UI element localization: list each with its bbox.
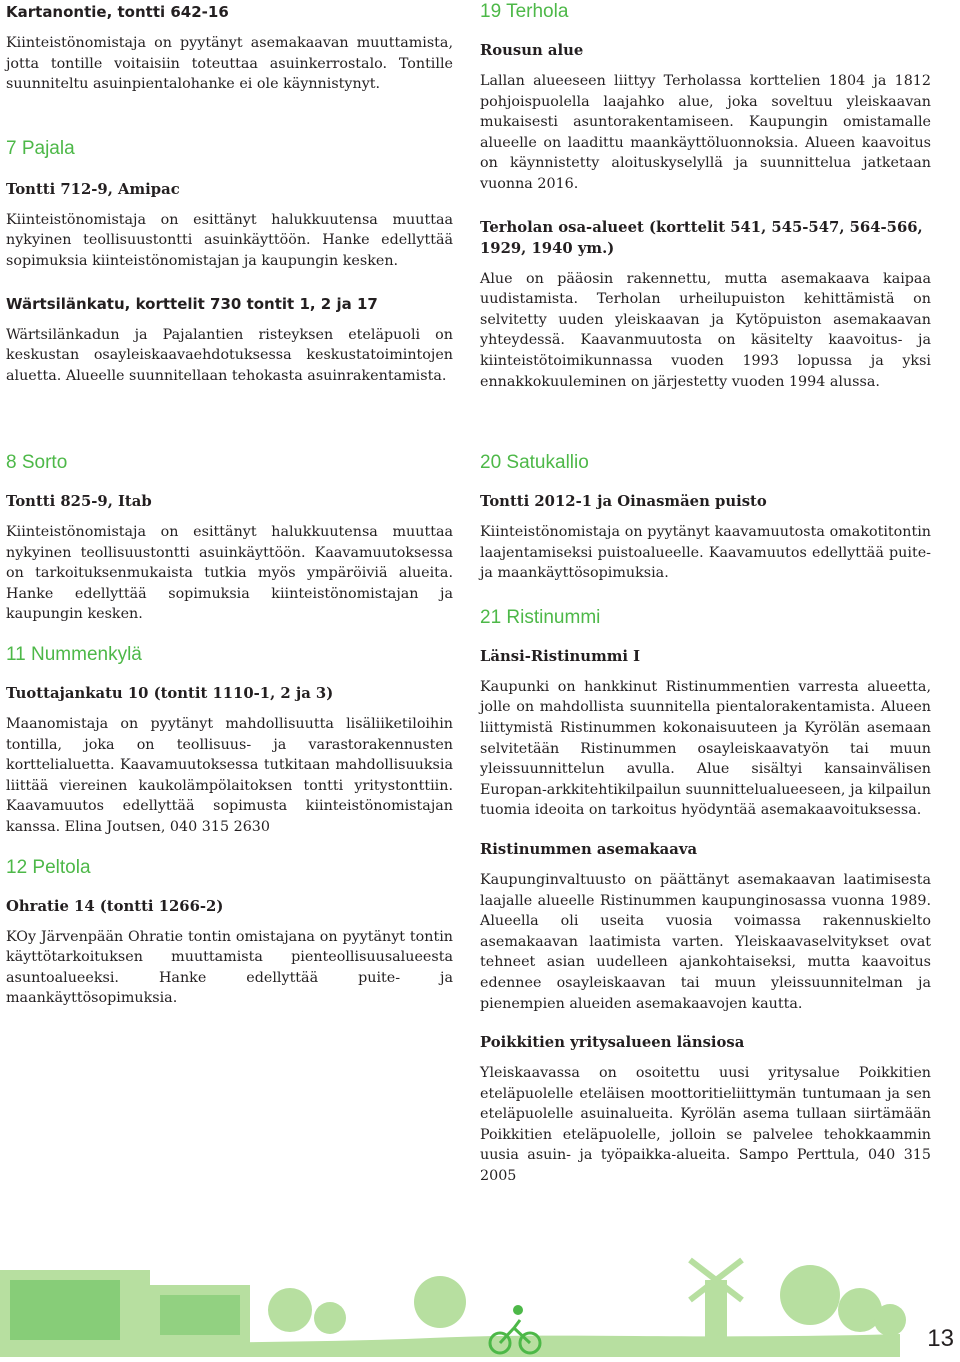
heading-ohratie: Ohratie 14 (tontti 1266-2) bbox=[6, 897, 224, 915]
heading-tuottajankatu: Tuottajankatu 10 (tontit 1110-1, 2 ja 3) bbox=[6, 684, 334, 702]
paragraph-ohratie: KOy Järvenpään Ohratie tontin omistajana on pyytänyt tontin käyttötarkoituksen muuttamista pienteollisuusalueesta asuntoalueeksi. Hanke edellyttää puite- ja maankäyttösopimuksia. bbox=[6, 928, 453, 1007]
paragraph-rousun-alue: Lallan alueeseen liittyy Terholassa korttelien 1804 ja 1812 pohjoispuolella laajahko alue, joka soveltuu yleiskaavan mukaisesti asuntorakentamiseen. Kaupungin omistamalle alueelle on laadittu maankäyttöluonnoksia. Alueen kaavoitus on käynnistetty aloituskyselyllä ja suunnittelua jatketaan vuonna 2016. bbox=[480, 73, 931, 192]
heading-lansi-ristinummi: Länsi-Ristinummi I bbox=[480, 647, 641, 665]
paragraph-oinasmaen-puisto: Kiinteistönomistaja on pyytänyt kaavamuutosta omakotitontin laajentamiseksi puistoalueelle. Kaavamuutos edellyttää puite- ja maankäyttösopimuksia. bbox=[480, 524, 931, 582]
section-title-pajala: 7 Pajala bbox=[6, 137, 75, 159]
heading-rousun-alue: Rousun alue bbox=[480, 42, 584, 59]
paragraph-poikkitien-yritysalue: Yleiskaavassa on osoitettu uusi yritysalue Poikkitien eteläpuolelle eteläisen moottoritieliittymän tuntumaan ja sen eteläpuolelle asuinalueita. Kyrölän asema tullaan siirtämään Poikkitien eteläpuolelle, jolloin se palvelee tehokkaammin uusia asuin- ja työpaikka-alueita. Sampo Perttula, 040 315 2005 bbox=[480, 1065, 931, 1185]
heading-terholan-osa-alueet: Terholan osa-alueet (korttelit 541, 545-547, 564-566, 1929, 1940 ym.) bbox=[480, 218, 923, 257]
section-title-ristinummi: 21 Ristinummi bbox=[480, 606, 601, 628]
green-landscape-illustration bbox=[0, 1240, 960, 1357]
paragraph-lansi-ristinummi: Kaupunki on hankkinut Ristinummentien varresta alueetta, jolle on mahdollista suunnitella pientalorakentamista. Alueen liittymistä Ristinummen kokonaisuuteen ja Kyrölän asemaan selvitetään Ristinummen osayleiskaavatyön tai muun yleissuunnittelun avulla. Alue sisältyi kansainvälisen Europan-arkkitehtikilpailun suunnittelualueeseen, ja kilpailun tuomia ideoita on tarkoitus hyödyntää asemakaavoituksessa. bbox=[480, 678, 931, 819]
section-title-peltola: 12 Peltola bbox=[6, 856, 91, 878]
heading-ristinummen-asemakaava: Ristinummen asemakaava bbox=[480, 840, 698, 858]
right-bottom-column bbox=[480, 451, 931, 1187]
heading-tontti-712-9: Tontti 712-9, Amipac bbox=[6, 180, 180, 198]
paragraph-wartsilankatu: Wärtsilänkadun ja Pajalantien risteyksen eteläpuoli on keskustan osayleiskaavaehdotuksessa keskustatoimintojen aluetta. Alueelle suunnitellaan tehokasta asuinrakentamista. bbox=[6, 326, 453, 384]
section-title-sorto: 8 Sorto bbox=[6, 452, 68, 473]
footer-illustration bbox=[0, 1240, 960, 1357]
section-title-satukallio: 20 Satukallio bbox=[480, 452, 589, 473]
left-bottom-column bbox=[6, 451, 453, 1009]
left-top-column bbox=[6, 2, 453, 386]
paragraph-terholan-osa-alueet: Alue on pääosin rakennettu, mutta asemakaava kaipaa uudistamista. Terholan urheilupuiston kehittämistä on selvitetty uuden yleiskaavan ja Kytöpuiston asemakaavan yhteydessä. Kaavanmuutosta on käsitelty kaavoitus- ja kiinteistötoimikunnassa vuoden 1993 lopussa ja yksi ennakkokuuleminen on järjestetty vuoden 1994 alussa. bbox=[480, 270, 931, 390]
heading-kartanontie: Kartanontie, tontti 642-16 bbox=[6, 3, 229, 21]
paragraph-itab: Kiinteistönomistaja on esittänyt halukkuutensa muuttaa nykyinen teollisuustontti asuinkäyttöön. Kaavamuutoksessa on tarkoituksenmukaista tutkia myös ympäröiviä alueita. Hanke edellyttää sopimuksia kiinteistönomistajan ja kaupungin kesken. bbox=[6, 524, 453, 623]
right-top-column bbox=[480, 0, 931, 392]
paragraph-ristinummen-asemakaava: Kaupunginvaltuusto on päättänyt asemakaavan laatimisesta laajalle alueelle Ristinummen kaupunginosassa vuonna 1989. Alueella oli useita vuosia voimassa rakennuskielto asemakaavan laatimista varten. Yleiskaavaselvitykset ovat tehneet asian uudelleen ajankohtaiseksi, mutta kaavoitus edennee osayleiskaavan tai muun yleissuunnitelman ja pienempien alueiden asemakaavojen kautta. bbox=[480, 871, 931, 1012]
page-number: 13 bbox=[927, 1325, 954, 1352]
section-title-terhola: 19 Terhola bbox=[480, 1, 569, 22]
heading-wartsilankatu: Wärtsilänkatu, korttelit 730 tontit 1, 2 ja 17 bbox=[6, 294, 378, 313]
paragraph-tuottajankatu: Maanomistaja on pyytänyt mahdollisuutta lisäliiketiloihin tontilla, joka on teollisuus- ja varastorakennusten korttelialuetta. Kaavamuutoksessa tutkitaan mahdollisuuksia liittää viereinen kaukolämpölaitoksen tontti yritystonttiin. Kaavamuutos edellyttää sopimusta kiinteistönomistajan kanssa. Elina Joutsen, 040 315 2630 bbox=[6, 715, 453, 835]
paragraph-amipac: Kiinteistönomistaja on esittänyt halukkuutensa muuttaa nykyinen teollisuustontti asuinkäyttöön. Hanke edellyttää sopimuksia kiinteistönomistajan ja kaupungin kesken. bbox=[6, 211, 453, 269]
heading-tontti-825-9: Tontti 825-9, Itab bbox=[6, 493, 152, 510]
section-title-nummenkyla: 11 Nummenkylä bbox=[6, 643, 142, 665]
heading-poikkitien-yritysalue: Poikkitien yritysalueen länsiosa bbox=[480, 1034, 745, 1052]
heading-tontti-2012-1: Tontti 2012-1 ja Oinasmäen puisto bbox=[480, 493, 767, 510]
paragraph-kartanontie: Kiinteistönomistaja on pyytänyt asemakaavan muuttamista, jotta tontille voitaisiin toteuttaa asuinkerrostalo. Tontille suunniteltu asuinpientalohanke ei ole käynnistynyt. bbox=[6, 35, 453, 93]
